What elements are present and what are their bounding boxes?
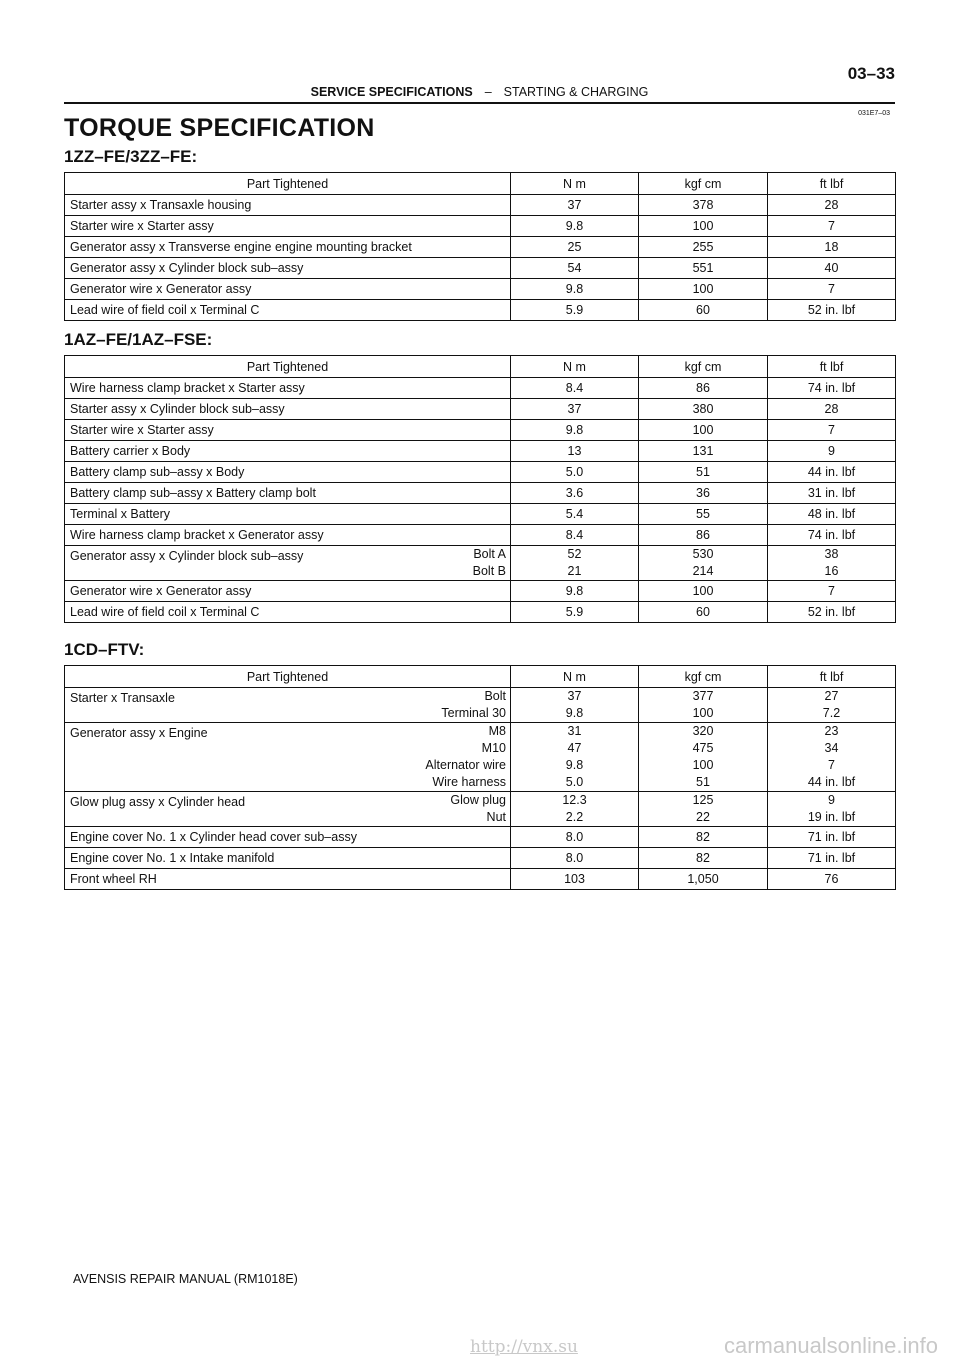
- part-cell: Generator assy x Cylinder block sub–assy: [65, 258, 511, 279]
- part-name: Starter x Transaxle: [70, 691, 175, 705]
- value-cell-kgf: 36: [639, 483, 768, 504]
- value-cell-ftlbf: 7: [768, 420, 896, 441]
- value-cell-kgf: 551: [639, 258, 768, 279]
- part-cell: Generator wire x Generator assy: [65, 581, 511, 602]
- torque-table-1cd: [64, 665, 896, 890]
- value-cell-nm: 9.8: [511, 581, 639, 602]
- fastener-label: Nut: [486, 810, 506, 824]
- value-line: 12.3: [562, 793, 587, 807]
- value-cell-ftlbf: [768, 792, 896, 827]
- table-row: [65, 483, 896, 504]
- value-line: 37: [567, 689, 582, 703]
- column-header: N m: [511, 356, 639, 378]
- value-cell-kgf: 100: [639, 581, 768, 602]
- value-cell-ftlbf: 44 in. lbf: [768, 462, 896, 483]
- torque-table-1zz: [64, 172, 896, 321]
- value-line: 475: [692, 741, 714, 755]
- value-cell-kgf: 100: [639, 279, 768, 300]
- fastener-label: M10: [481, 741, 506, 755]
- value-cell-nm: 13: [511, 441, 639, 462]
- page-title: TORQUE SPECIFICATION: [64, 114, 375, 142]
- value-cell-kgf: 51: [639, 462, 768, 483]
- value-cell-nm: 8.4: [511, 378, 639, 399]
- value-line: 31: [567, 724, 582, 738]
- column-header: Part Tightened: [65, 666, 511, 688]
- table-row: [65, 237, 896, 258]
- header-section: SERVICE SPECIFICATIONS: [310, 85, 473, 99]
- value-cell-nm: 9.8: [511, 279, 639, 300]
- value-cell-ftlbf: 7: [768, 279, 896, 300]
- part-cell: Engine cover No. 1 x Cylinder head cover sub–assy: [65, 827, 511, 848]
- header-separator: –: [484, 85, 492, 99]
- value-cell-kgf: 131: [639, 441, 768, 462]
- value-cell-kgf: 60: [639, 300, 768, 321]
- table-header-row: [65, 173, 896, 195]
- table-row: [65, 869, 896, 890]
- value-cell-kgf: [639, 688, 768, 723]
- table-row: [65, 504, 896, 525]
- page-number: 03–33: [847, 64, 895, 83]
- value-cell-nm: 37: [511, 195, 639, 216]
- fastener-label: Glow plug: [450, 793, 506, 807]
- part-cell: Battery carrier x Body: [65, 441, 511, 462]
- fastener-label: Wire harness: [432, 775, 506, 789]
- table-row: [65, 792, 896, 827]
- column-header: kgf cm: [639, 356, 768, 378]
- value-cell-ftlbf: 74 in. lbf: [768, 378, 896, 399]
- value-line: 27: [824, 689, 839, 703]
- value-cell-nm: 3.6: [511, 483, 639, 504]
- section-heading-1cd: 1CD–FTV:: [64, 640, 145, 659]
- value-cell-nm: [511, 792, 639, 827]
- value-cell-nm: 9.8: [511, 420, 639, 441]
- value-cell-ftlbf: [768, 688, 896, 723]
- watermark-link[interactable]: http://vnx.su: [470, 1337, 578, 1357]
- part-cell: Generator assy x Transverse engine engine mounting bracket: [65, 237, 511, 258]
- value-line: 9: [828, 793, 835, 807]
- header-title: [64, 85, 895, 99]
- torque-table-1az: [64, 355, 896, 623]
- value-cell-ftlbf: 28: [768, 195, 896, 216]
- value-cell-nm: 9.8: [511, 216, 639, 237]
- value-cell-kgf: 82: [639, 848, 768, 869]
- page-header: [64, 84, 895, 104]
- part-cell: [65, 546, 511, 581]
- value-cell-ftlbf: [768, 546, 896, 581]
- column-header: N m: [511, 666, 639, 688]
- column-header: Part Tightened: [65, 356, 511, 378]
- part-cell: Terminal x Battery: [65, 504, 511, 525]
- part-cell: Starter wire x Starter assy: [65, 216, 511, 237]
- table-row: [65, 279, 896, 300]
- value-cell-nm: 5.9: [511, 602, 639, 623]
- value-cell-nm: 8.4: [511, 525, 639, 546]
- value-cell-kgf: 380: [639, 399, 768, 420]
- table-row: [65, 602, 896, 623]
- value-cell-ftlbf: 48 in. lbf: [768, 504, 896, 525]
- value-line: 7: [828, 758, 835, 772]
- table-row: [65, 378, 896, 399]
- doc-id: 031E7–03: [858, 110, 890, 117]
- table-row: [65, 581, 896, 602]
- part-cell: Generator wire x Generator assy: [65, 279, 511, 300]
- value-cell-ftlbf: 71 in. lbf: [768, 848, 896, 869]
- value-cell-kgf: 378: [639, 195, 768, 216]
- fastener-label: Bolt A: [473, 547, 506, 561]
- table-row: [65, 216, 896, 237]
- part-name: Generator assy x Cylinder block sub–assy: [70, 549, 304, 563]
- value-line: 23: [824, 724, 839, 738]
- part-cell: Battery clamp sub–assy x Battery clamp bolt: [65, 483, 511, 504]
- fastener-label: M8: [488, 724, 506, 738]
- table-row: [65, 525, 896, 546]
- value-cell-kgf: 100: [639, 420, 768, 441]
- value-cell-kgf: [639, 546, 768, 581]
- value-line: 34: [824, 741, 839, 755]
- table-row: [65, 420, 896, 441]
- value-cell-nm: 8.0: [511, 827, 639, 848]
- part-name: Generator assy x Engine: [70, 726, 208, 740]
- column-header: ft lbf: [768, 173, 896, 195]
- value-cell-kgf: 1,050: [639, 869, 768, 890]
- table-row: [65, 462, 896, 483]
- value-cell-nm: 103: [511, 869, 639, 890]
- value-cell-nm: 5.9: [511, 300, 639, 321]
- value-cell-ftlbf: 52 in. lbf: [768, 300, 896, 321]
- value-cell-ftlbf: 7: [768, 216, 896, 237]
- part-cell: [65, 688, 511, 723]
- part-cell: Wire harness clamp bracket x Starter assy: [65, 378, 511, 399]
- value-cell-kgf: [639, 792, 768, 827]
- section-heading-1az: 1AZ–FE/1AZ–FSE:: [64, 330, 213, 349]
- part-name: Glow plug assy x Cylinder head: [70, 795, 246, 809]
- value-line: 100: [692, 706, 714, 720]
- table-row: [65, 258, 896, 279]
- value-line: 7.2: [822, 706, 841, 720]
- value-cell-ftlbf: 31 in. lbf: [768, 483, 896, 504]
- value-cell-kgf: 60: [639, 602, 768, 623]
- table-row: [65, 195, 896, 216]
- column-header: ft lbf: [768, 356, 896, 378]
- value-line: 52: [567, 547, 582, 561]
- column-header: ft lbf: [768, 666, 896, 688]
- value-cell-nm: 37: [511, 399, 639, 420]
- value-cell-kgf: 86: [639, 378, 768, 399]
- value-line: 530: [692, 547, 714, 561]
- value-cell-nm: [511, 546, 639, 581]
- value-cell-kgf: 86: [639, 525, 768, 546]
- table-row: [65, 546, 896, 581]
- table-row: [65, 827, 896, 848]
- fastener-label: Bolt: [484, 689, 506, 703]
- value-cell-kgf: 82: [639, 827, 768, 848]
- value-line: 9.8: [565, 706, 584, 720]
- value-cell-ftlbf: 74 in. lbf: [768, 525, 896, 546]
- table-header-row: [65, 666, 896, 688]
- table-row: [65, 848, 896, 869]
- value-line: 125: [692, 793, 714, 807]
- value-line: 22: [696, 810, 710, 824]
- part-cell: Starter assy x Transaxle housing: [65, 195, 511, 216]
- value-cell-nm: 54: [511, 258, 639, 279]
- part-cell: Front wheel RH: [65, 869, 511, 890]
- table-row: [65, 399, 896, 420]
- value-cell-ftlbf: [768, 723, 896, 792]
- table-row: [65, 723, 896, 792]
- fastener-label: Bolt B: [472, 564, 506, 578]
- watermark-text: carmanualsonline.info: [723, 1333, 938, 1358]
- column-header: kgf cm: [639, 173, 768, 195]
- value-cell-ftlbf: 40: [768, 258, 896, 279]
- part-cell: Engine cover No. 1 x Intake manifold: [65, 848, 511, 869]
- value-cell-kgf: [639, 723, 768, 792]
- value-cell-ftlbf: 71 in. lbf: [768, 827, 896, 848]
- value-cell-ftlbf: 9: [768, 441, 896, 462]
- value-cell-ftlbf: 28: [768, 399, 896, 420]
- value-cell-nm: [511, 688, 639, 723]
- table-row: [65, 688, 896, 723]
- value-cell-kgf: 100: [639, 216, 768, 237]
- value-cell-ftlbf: 7: [768, 581, 896, 602]
- value-line: 2.2: [565, 810, 584, 824]
- value-cell-nm: 5.0: [511, 462, 639, 483]
- value-line: 214: [692, 564, 714, 578]
- value-cell-nm: 8.0: [511, 848, 639, 869]
- value-cell-kgf: 255: [639, 237, 768, 258]
- value-line: 5.0: [565, 775, 584, 789]
- section-heading-1zz: 1ZZ–FE/3ZZ–FE:: [64, 147, 198, 166]
- value-cell-ftlbf: 18: [768, 237, 896, 258]
- header-subsection: STARTING & CHARGING: [503, 85, 649, 99]
- value-line: 47: [567, 741, 582, 755]
- value-line: 9.8: [565, 758, 584, 772]
- part-cell: [65, 723, 511, 792]
- fastener-label: Alternator wire: [425, 758, 506, 772]
- table-header-row: [65, 356, 896, 378]
- part-cell: Lead wire of field coil x Terminal C: [65, 602, 511, 623]
- value-line: 100: [692, 758, 714, 772]
- part-cell: Battery clamp sub–assy x Body: [65, 462, 511, 483]
- part-cell: Lead wire of field coil x Terminal C: [65, 300, 511, 321]
- value-line: 19 in. lbf: [807, 810, 856, 824]
- value-cell-nm: [511, 723, 639, 792]
- value-cell-nm: 5.4: [511, 504, 639, 525]
- value-line: 377: [692, 689, 714, 703]
- value-line: 320: [692, 724, 714, 738]
- column-header: Part Tightened: [65, 173, 511, 195]
- part-cell: Wire harness clamp bracket x Generator assy: [65, 525, 511, 546]
- value-line: 51: [696, 775, 710, 789]
- column-header: kgf cm: [639, 666, 768, 688]
- fastener-label: Terminal 30: [441, 706, 506, 720]
- part-cell: Starter wire x Starter assy: [65, 420, 511, 441]
- value-line: 21: [567, 564, 582, 578]
- value-line: 44 in. lbf: [807, 775, 856, 789]
- table-row: [65, 441, 896, 462]
- page-footer: AVENSIS REPAIR MANUAL (RM1018E): [73, 1272, 298, 1286]
- value-cell-ftlbf: 76: [768, 869, 896, 890]
- column-header: N m: [511, 173, 639, 195]
- value-cell-nm: 25: [511, 237, 639, 258]
- part-cell: [65, 792, 511, 827]
- value-line: 38: [824, 547, 839, 561]
- table-row: [65, 300, 896, 321]
- part-cell: Starter assy x Cylinder block sub–assy: [65, 399, 511, 420]
- value-line: 16: [824, 564, 839, 578]
- value-cell-ftlbf: 52 in. lbf: [768, 602, 896, 623]
- value-cell-kgf: 55: [639, 504, 768, 525]
